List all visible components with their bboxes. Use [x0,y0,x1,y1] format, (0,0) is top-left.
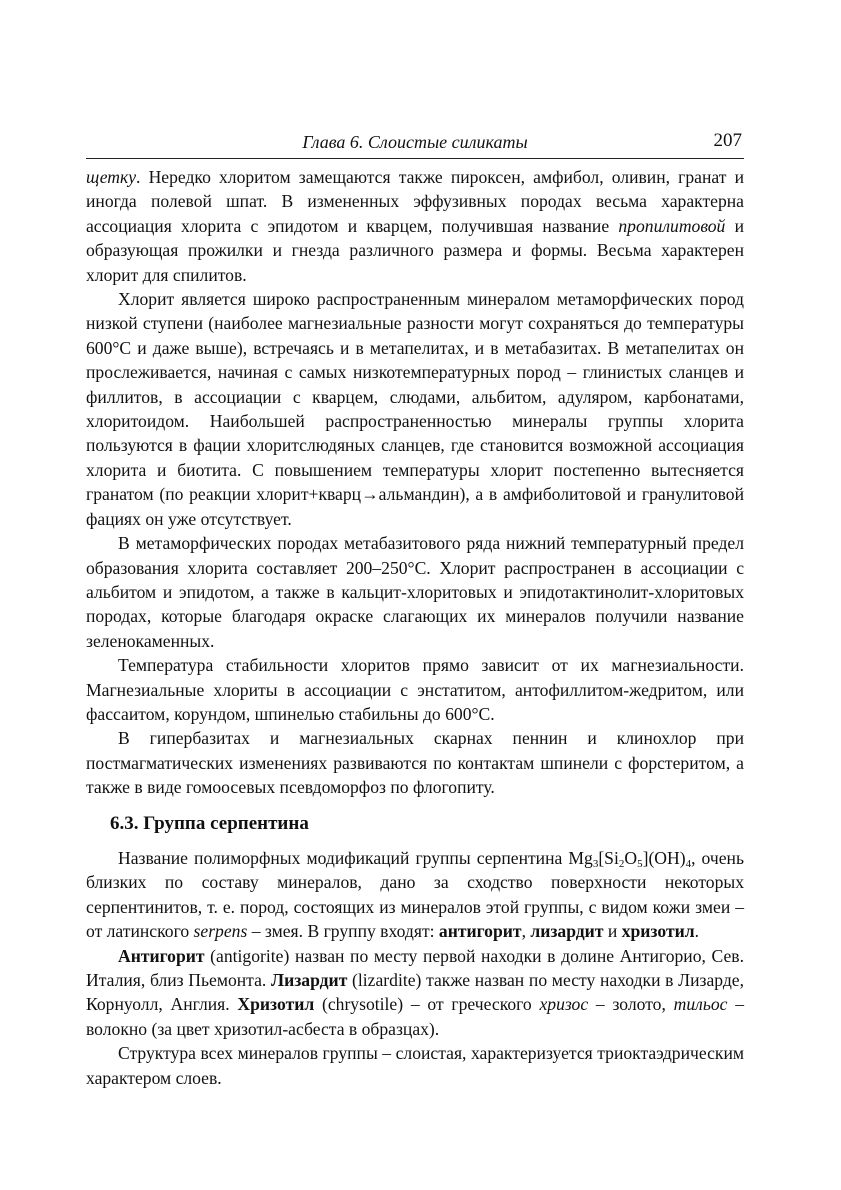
italic-term: щетку [86,167,137,187]
text-span: (chrysotile) – от греческого [314,994,540,1015]
bold-term: антигорит [438,921,522,942]
text-span: [Si [598,847,619,868]
italic-term: тильос [673,994,728,1015]
text-span: . Нередко хлоритом замещаются также пироксен, амфибол, оливин, гранат и иногда полевой шпат. В измененных эффузивных породах весьма характерна ассоциация хлорита с эпидотом и кварцем, получившая название [86,167,744,236]
text-span: – волокно (за цвет хризотил-асбеста в образцах). [86,994,744,1039]
bold-term: Лизардит [270,970,348,990]
page-body [86,165,744,1090]
subscript: 5 [637,857,643,870]
paragraph-5: В гипербазитах и магнезиальных скарнах пеннин и клинохлор при постмагматических изменениях развиваются по контактам шпинели с форстеритом, а также в виде гомоосевых псевдоморфоз по флогопиту. [86,728,744,798]
text-span: (lizardite) также назван по месту находки в Лизарде, Корнуолл, Англия. [86,970,745,1015]
paragraph-1 [86,165,744,287]
header-rule [86,158,744,159]
paragraph-6 [86,846,744,944]
italic-term: пропилитовой [618,215,726,236]
bold-term: лизардит [530,921,604,942]
subscript: 2 [618,857,625,870]
italic-term: serpens [193,921,248,942]
text-span: Название полиморфных модификаций группы серпентина Mg [118,847,593,868]
text-span: – золото, [588,994,674,1015]
running-head: Глава 6. Слоистые силикаты [302,132,528,152]
paragraph-7 [86,944,744,1042]
subscript: 3 [592,857,599,870]
text-span: и образующая прожилки и гнезда различного размера и формы. Весьма характерен хлорит для спилитов. [86,215,744,285]
paragraph-3: В метаморфических породах метабазитового ряда нижний температурный предел образования хлорита составляет 200–250°С. Хлорит распространен в ассоциации с альбитом и эпидотом, а также в кальцит-хлоритовых и эпидотактинолит-хлоритовых породах, которые благодаря окраске слагающих их минералов получили название зеленокаменных. [86,533,744,651]
text-span: – змея. В группу входят: [247,921,439,942]
text-span: (antigorite) назван по месту первой находки в долине Антигорио, Сев. Италия, близ Пьемонта. [86,945,744,990]
italic-term: хризос [539,994,589,1015]
paragraph-8: Структура всех минералов группы – слоистая, характеризуется триоктаэдрическим характером слоев. [86,1043,744,1088]
section-heading: 6.3. Группа серпентина [110,812,309,834]
text-span: , очень близких по составу минералов, дано за сходство поверхности некоторых серпентинитов, т. е. пород, состоящих из минералов этой группы, с видом кожи змеи – от латинского [86,847,744,942]
page-number: 207 [713,130,742,151]
bold-term: Хризотил [237,994,315,1015]
text-span: O [624,847,638,868]
page-header [86,128,744,156]
page [86,128,744,1090]
subscript: 4 [685,857,692,870]
text-span: . [694,921,699,942]
text-span: ](OH) [642,847,686,868]
text-span: и [603,921,622,942]
paragraph-4: Температура стабильности хлоритов прямо зависит от их магнезиальности. Магнезиальные хлориты в ассоциации с энстатитом, антофиллитом-жедритом, или фассаитом, корундом, шпинелью стабильны до 600°С. [86,655,744,724]
bold-term: хризотил [621,921,695,942]
paragraph-2: Хлорит является широко распространенным минералом метаморфических пород низкой ступени (наиболее магнезиальные разности могут сохраняться до температуры 600°С и даже выше), встречаясь и в метапелитах, и в метабазитах. В метапелитах он прослеживается, начиная с самых низкотемпературных пород – глинистых сланцев и филлитов, в ассоциации с кварцем, слюдами, альбитом, адуляром, карбонатами, хлоритоидом. Наибольшей распространенностью минералы группы хлорита пользуются в фации хлоритслюдяных сланцев, где становится возможной ассоциация хлорита и биотита. С повышением температуры хлорит постепенно вытесняется гранатом (по реакции хлорит+кварц→альмандин), а в амфиболитовой и гранулитовой фациях он уже отсутствует. [86,289,744,529]
bold-term: Антигорит [118,945,205,966]
text-span: , [521,921,531,942]
